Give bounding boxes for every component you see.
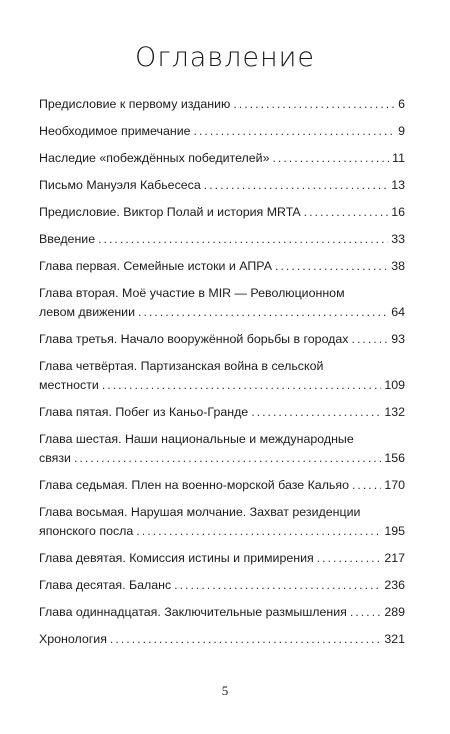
toc-entry	[39, 631, 405, 647]
toc-entry-title: Глава девятая. Комиссия истины и примирения	[39, 551, 314, 565]
toc-entry-title: Предисловие к первому изданию	[39, 97, 231, 111]
toc-entry	[39, 150, 405, 166]
leader-dots	[194, 123, 396, 139]
toc-entry-title: Глава первая. Семейные истоки и АПРА	[39, 259, 273, 273]
leader-dots	[304, 204, 389, 220]
leader-dots	[251, 404, 381, 420]
toc-entry	[39, 258, 405, 274]
toc-entry-page: 38	[391, 259, 405, 273]
toc-entry-page: 236	[384, 578, 405, 592]
toc-entry-title: Глава шестая. Наши национальные и международные	[39, 432, 354, 446]
toc-entry-page: 93	[391, 332, 405, 346]
leader-dots	[233, 96, 395, 112]
toc-entry	[39, 331, 405, 347]
toc-entry-page: 156	[384, 451, 405, 465]
toc-entry	[39, 550, 405, 566]
toc-entry-page: 13	[391, 178, 405, 192]
toc-entry	[39, 604, 405, 620]
toc-entry-title: Наследие «побеждённых победителей»	[39, 151, 270, 165]
page-title: Оглавление	[134, 42, 316, 73]
toc-entry	[39, 577, 405, 593]
toc-entry	[39, 285, 405, 320]
toc-entry	[39, 177, 405, 193]
table-of-contents	[39, 96, 405, 647]
toc-entry-title: Глава третья. Начало вооружённой борьбы в городах	[39, 332, 349, 346]
leader-dots	[352, 477, 381, 493]
toc-entry-page: 9	[398, 124, 405, 138]
toc-entry	[39, 96, 405, 112]
leader-dots	[74, 450, 381, 466]
leader-dots	[317, 550, 382, 566]
toc-entry-title: Письмо Мануэля Кабьесеса	[39, 178, 201, 192]
toc-entry-title: Необходимое примечание	[39, 124, 191, 138]
toc-entry	[39, 123, 405, 139]
toc-entry-title-cont: местности	[39, 378, 99, 392]
toc-entry-title: Предисловие. Виктор Полай и история MRTA	[39, 205, 301, 219]
toc-entry	[39, 404, 405, 420]
toc-entry-title-cont: японского посла	[39, 524, 134, 538]
leader-dots	[350, 604, 381, 620]
toc-entry	[39, 204, 405, 220]
leader-dots	[275, 258, 388, 274]
toc-entry	[39, 231, 405, 247]
toc-entry-title: Глава пятая. Побег из Каньо-Гранде	[39, 405, 249, 419]
toc-entry-page: 321	[384, 632, 405, 646]
leader-dots	[136, 523, 381, 539]
toc-entry-title: Глава десятая. Баланс	[39, 578, 172, 592]
toc-entry-title: Введение	[39, 232, 96, 246]
toc-entry-page: 6	[398, 97, 405, 111]
toc-entry-page: 16	[391, 205, 405, 219]
leader-dots	[272, 150, 389, 166]
toc-entry-title-cont: связи	[39, 451, 71, 465]
leader-dots	[204, 177, 388, 193]
toc-entry	[39, 477, 405, 493]
leader-dots	[110, 631, 381, 647]
toc-entry-page: 64	[391, 305, 405, 319]
toc-entry-page: 195	[384, 524, 405, 538]
toc-entry-page: 170	[384, 478, 405, 492]
toc-entry-page: 11	[392, 151, 405, 165]
toc-entry	[39, 504, 405, 539]
toc-entry-title: Хронология	[39, 632, 107, 646]
toc-entry-page: 132	[384, 405, 405, 419]
leader-dots	[174, 577, 381, 593]
toc-entry-title: Глава восьмая. Нарушая молчание. Захват резиденции	[39, 505, 361, 519]
toc-entry-title: Глава четвёртая. Партизанская война в сельской	[39, 359, 324, 373]
page-number: 5	[221, 683, 229, 698]
toc-entry-title: Глава одиннадцатая. Заключительные размышления	[39, 605, 347, 619]
toc-entry-page: 217	[384, 551, 405, 565]
toc-entry	[39, 358, 405, 393]
leader-dots	[138, 304, 388, 320]
leader-dots	[352, 331, 389, 347]
leader-dots	[102, 377, 382, 393]
toc-entry-title: Глава седьмая. Плен на военно-морской базе Кальяо	[39, 478, 349, 492]
leader-dots	[98, 231, 388, 247]
toc-entry-title: Глава вторая. Моё участие в MIR — Революционном	[39, 286, 345, 300]
toc-entry-title-cont: левом движении	[39, 305, 136, 319]
toc-entry-page: 33	[391, 232, 405, 246]
toc-entry-page: 289	[384, 605, 405, 619]
toc-entry	[39, 431, 405, 466]
toc-entry-page: 109	[384, 378, 405, 392]
